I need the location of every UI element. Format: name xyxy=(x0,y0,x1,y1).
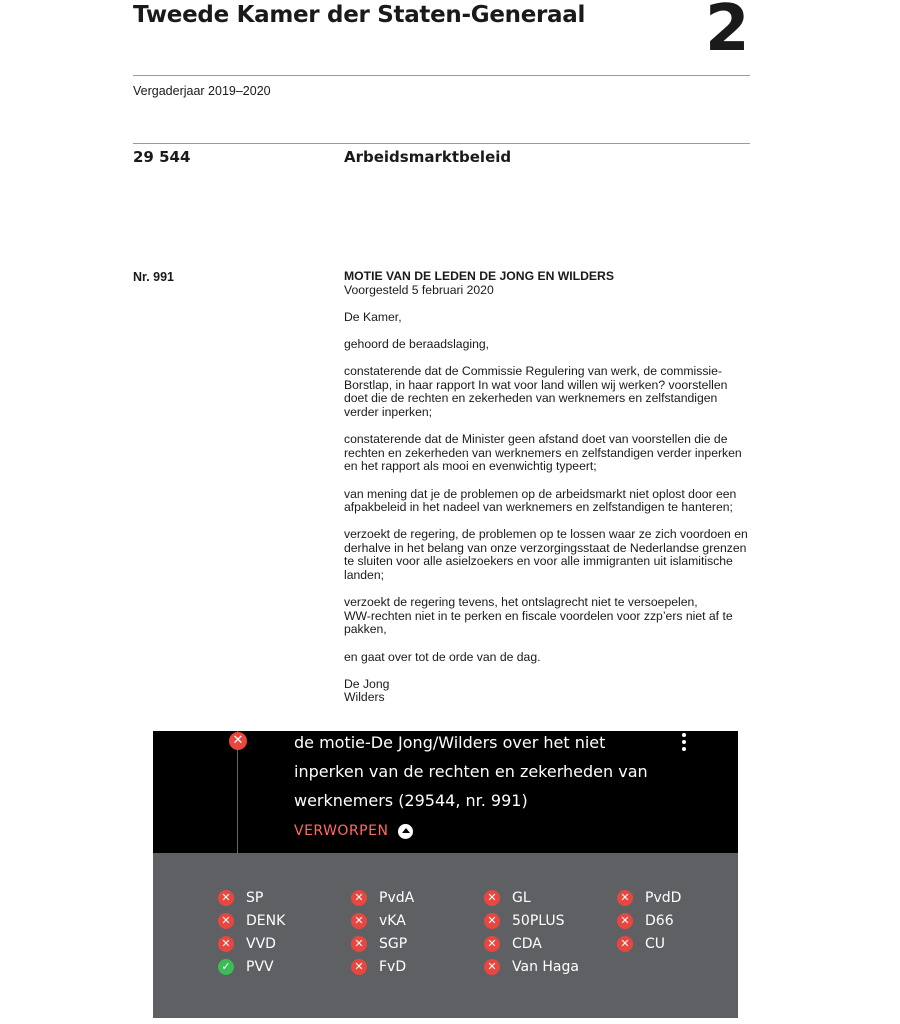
cross-icon: ✕ xyxy=(351,913,367,929)
party-vote-item xyxy=(218,959,274,975)
party-vote-item xyxy=(617,890,681,906)
party-name: GL xyxy=(512,890,531,906)
vote-description: de motie-De Jong/Wilders over het niet inperken van de rechten en zekerheden van werknemers (29544, nr. 991) xyxy=(294,733,648,810)
cross-icon: ✕ xyxy=(218,890,234,906)
motion-paragraph: constaterende dat de Commissie Regulering van werk, de commissie- Borstlap, in haar rapport In wat voor land willen wij werken? voorstellen doet die de rechten en zekerheden van werknemers en zelfstandigen verder inperken; xyxy=(344,364,728,419)
party-name: CU xyxy=(645,936,666,952)
party-name: PVV xyxy=(246,959,274,975)
party-name: PvdA xyxy=(379,890,415,906)
party-vote-item xyxy=(484,936,542,952)
vote-header[interactable] xyxy=(153,731,738,853)
motion-paragraph: gehoord de beraadslaging, xyxy=(344,336,490,351)
cross-icon: ✕ xyxy=(617,890,633,906)
chamber-number: 2 xyxy=(705,0,750,66)
party-vote-item xyxy=(617,913,674,929)
dossier-title: Arbeidsmarktbeleid xyxy=(344,148,512,166)
check-icon: ✓ xyxy=(218,959,234,975)
cross-icon: ✕ xyxy=(351,959,367,975)
party-name: vKA xyxy=(379,913,406,929)
motion-body xyxy=(344,270,754,705)
motion-paragraph: constaterende dat de Minister geen afstand doet van voorstellen die de rechten en zekerheden van werknemers en zelfstandigen verder inperken en het rapport als mooi en evenwichtig typeert; xyxy=(344,432,742,474)
cross-icon: ✕ xyxy=(617,936,633,952)
party-name: SP xyxy=(246,890,264,906)
signatory: De Jong xyxy=(344,676,390,691)
party-name: D66 xyxy=(645,913,674,929)
motion-paragraph: verzoekt de regering tevens, het ontslagrecht niet te versoepelen, WW-rechten niet in te perken en fiscale voordelen voor zzp’ers niet af te pakken, xyxy=(344,595,733,637)
motion-title: MOTIE VAN DE LEDEN DE JONG EN WILDERS xyxy=(344,269,614,283)
cross-icon: ✕ xyxy=(218,936,234,952)
party-name: CDA xyxy=(512,936,542,952)
party-vote-item xyxy=(218,890,263,906)
rejected-status-icon: ✕ xyxy=(229,732,247,750)
document-number: Nr. 991 xyxy=(133,270,175,284)
result-toggle[interactable] xyxy=(294,823,413,839)
more-options-icon[interactable] xyxy=(680,733,688,753)
cross-icon: ✕ xyxy=(351,936,367,952)
party-votes xyxy=(153,853,738,1018)
motion-paragraph: De Kamer, xyxy=(344,309,402,324)
party-vote-item xyxy=(484,959,579,975)
party-name: Van Haga xyxy=(512,959,579,975)
party-vote-item xyxy=(617,936,665,952)
party-name: DENK xyxy=(246,913,286,929)
vote-result-label: VERWORPEN xyxy=(294,823,389,839)
cross-icon: ✕ xyxy=(617,913,633,929)
party-vote-item xyxy=(484,890,531,906)
party-vote-item xyxy=(484,913,565,929)
cross-icon: ✕ xyxy=(218,913,234,929)
party-vote-item xyxy=(218,913,285,929)
motion-date: Voorgesteld 5 februari 2020 xyxy=(344,282,494,297)
party-name: PvdD xyxy=(645,890,682,906)
motion-paragraph: verzoekt de regering, de problemen op te lossen waar ze zich voordoen en derhalve in het belang van onze verzorgingsstaat de Nederlandse grenzen te sluiten voor alle asielzoekers en voor alle immigranten uit islamitische landen; xyxy=(344,527,748,583)
signatory: Wilders xyxy=(344,690,385,705)
cross-icon: ✕ xyxy=(484,959,500,975)
party-vote-item xyxy=(351,890,414,906)
party-name: 50PLUS xyxy=(512,913,565,929)
chamber-title: Tweede Kamer der Staten-Generaal xyxy=(133,2,586,28)
party-name: SGP xyxy=(379,936,408,952)
motion-paragraph: van mening dat je de problemen op de arbeidsmarkt niet oplost door een afpakbeleid in het nadeel van werknemers en zelfstandigen te hanteren; xyxy=(344,486,737,515)
cross-icon: ✕ xyxy=(484,913,500,929)
motion-paragraph: en gaat over tot de orde van de dag. xyxy=(344,649,541,664)
party-vote-item xyxy=(218,936,276,952)
vote-result-panel xyxy=(153,731,738,1018)
cross-icon: ✕ xyxy=(484,936,500,952)
party-name: FvD xyxy=(379,959,407,975)
cross-icon: ✕ xyxy=(484,890,500,906)
divider xyxy=(133,75,750,76)
chevron-up-icon[interactable] xyxy=(398,824,413,839)
party-vote-item xyxy=(351,913,406,929)
party-vote-item xyxy=(351,936,407,952)
cross-icon: ✕ xyxy=(351,890,367,906)
party-vote-item xyxy=(351,959,406,975)
session-year: Vergaderjaar 2019–2020 xyxy=(133,84,271,98)
party-name: VVD xyxy=(246,936,276,952)
divider xyxy=(133,143,750,144)
dossier-number: 29 544 xyxy=(133,148,191,166)
